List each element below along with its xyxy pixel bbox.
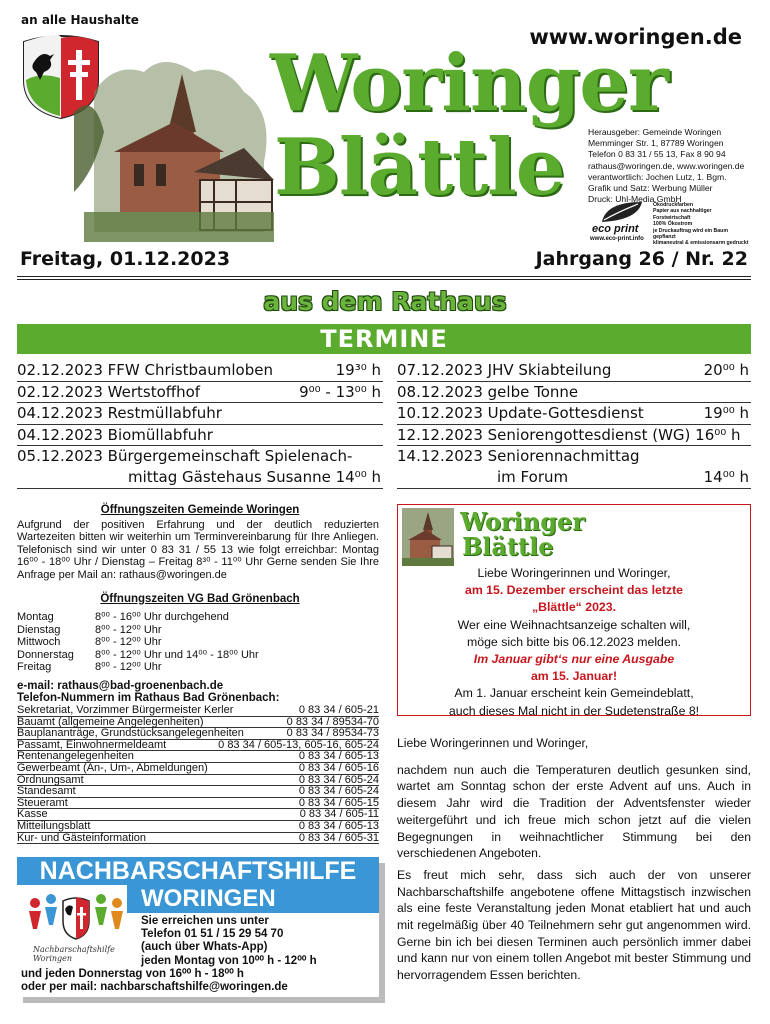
hours-day: Dienstag (17, 623, 61, 636)
phone-dept: Standesamt (17, 785, 76, 798)
contact-line: (auch über Whats-App) (141, 941, 268, 954)
eco-list (653, 202, 750, 247)
phone-number: 0 83 34 / 605-31 (298, 831, 379, 844)
publisher-line: Herausgeber: Gemeinde Woringen (588, 127, 722, 137)
neighborhood-help-contact-2 (21, 968, 288, 994)
eco-brand: eco print (592, 223, 639, 235)
hours-day: Montag (17, 611, 54, 623)
phone-dept: Gewerbeamt (An-, Um-, Abmeldungen) (17, 761, 208, 774)
hours-row (17, 636, 377, 649)
phone-number: 0 83 34 / 89534-73 (286, 727, 379, 740)
eco-item: klimaneutral & emissionsarm gedruckt (653, 240, 749, 247)
hours-time: 8⁰⁰ - 12⁰⁰ Uhr (95, 636, 162, 649)
phone-number: 0 83 34 / 605-13 (298, 750, 379, 763)
contact-email[interactable]: oder per mail: nachbarschaftshilfe@woringen.de (21, 981, 288, 994)
phone-number: 0 83 34 / 605-11 (299, 808, 379, 821)
publisher-line: Telefon 0 83 31 / 55 13, Fax 8 90 94 (588, 149, 726, 160)
leaf-icon (598, 200, 646, 224)
contact-line: Telefon 01 51 / 15 29 54 70 (141, 928, 284, 941)
notice-title-line-2: Blättle (462, 532, 554, 561)
eco-item: Ökodruckfarben (653, 202, 694, 208)
termine-text: 05.12.2023 Bürgergemeinschaft Spielenach- (17, 447, 353, 465)
termine-row (397, 382, 751, 404)
hours-time: 8⁰⁰ - 16⁰⁰ Uhr durchgehend (95, 611, 229, 623)
phone-row (17, 786, 379, 798)
publisher-line: Druck: Uhl-Media GmbH (588, 194, 682, 205)
notice-body (398, 565, 750, 720)
hours-row (17, 661, 377, 674)
termine-time: 19³⁰ h (335, 361, 381, 379)
termine-row (17, 403, 383, 425)
eco-item: je Druckauftrag wird ein Baum gepflanzt (653, 227, 728, 241)
termine-text: 02.12.2023 FFW Christbaumloben (17, 361, 273, 379)
contact-line: und jeden Donnerstag von 16⁰⁰ h - 18⁰⁰ h (21, 968, 244, 980)
notice-greeting: Liebe Woringerinnen und Woringer, (477, 566, 671, 580)
termine-time: 9⁰⁰ - 13⁰⁰ h (299, 382, 381, 401)
phone-number: 0 83 34 / 605-13, 605-16, 605-24 (218, 738, 379, 751)
notice-highlight: Im Januar gibt‘s nur eine Ausgabe (473, 652, 675, 667)
vg-email[interactable]: e-mail: rathaus@bad-groenenbach.de (17, 680, 224, 692)
termine-text: 14.12.2023 Seniorennachmittag (397, 447, 640, 465)
phone-dept: Ordnungsamt (17, 773, 84, 786)
termine-heading: TERMINE (17, 324, 751, 354)
hours-row (17, 649, 377, 662)
termine-row (397, 360, 751, 382)
website-link[interactable]: www.woringen.de (529, 25, 742, 49)
contact-line: Sie erreichen uns unter (141, 915, 269, 927)
notice-box (397, 504, 751, 716)
box-shadow (23, 997, 385, 1003)
opening-hours-heading: Öffnungszeiten Gemeinde Woringen (100, 504, 300, 516)
divider (17, 276, 751, 277)
phone-number: 0 83 34 / 605-24 (298, 785, 379, 798)
termine-row (397, 403, 751, 425)
phone-number: 0 83 34 / 605-16 (298, 761, 379, 774)
vg-hours-list (17, 611, 377, 674)
termine-row (17, 425, 383, 447)
termine-row (17, 360, 383, 382)
hours-time: 8⁰⁰ - 12⁰⁰ Uhr und 14⁰⁰ - 18⁰⁰ Uhr (95, 648, 259, 661)
neighborhood-help-contact (141, 915, 317, 968)
publisher-line: rathaus@woringen.de, www.woringen.de (588, 160, 745, 171)
termine-text-2: mittag Gästehaus Susanne 14⁰⁰ h (128, 468, 381, 486)
termine-text-2: im Forum (497, 468, 569, 486)
phone-dept: Rentenangelegenheiten (17, 750, 134, 763)
notice-highlight: am 15. Dezember erscheint das letzte (464, 583, 684, 598)
hours-row (17, 611, 377, 624)
box-shadow (379, 863, 385, 997)
termine-time: 19⁰⁰ h (703, 404, 749, 422)
logo-caption: Nachbarschaftshilfe Woringen (33, 945, 115, 963)
hours-time: 8⁰⁰ - 12⁰⁰ Uhr (95, 623, 162, 636)
termine-row (397, 425, 751, 447)
phone-list (17, 705, 379, 844)
termine-time: 20⁰⁰ h (703, 361, 749, 379)
church-photo (74, 52, 286, 254)
letter-paragraph: Es freut mich sehr, dass sich auch der von unserer Nachbarschaftshilfe angebotene offene Mittagstisch inzwischen als eine feste Veranstaltung jeden Monat etabliert hat und auch mit regelmäßig über 40 Teilnehmern sehr gut angenommen wird. Gerne bin ich bei diesen Terminen auch persönlich immer dabei und kann nur von einem tollen Angebot mit bester Stimmung und hervorragendem Essen berichten. (397, 867, 751, 983)
opening-hours-text: Aufgrund der positiven Erfahrung und der deutlich reduzierten Wartezeiten bitten wir weiterhin um Terminvereinbarung für Ihre Anliegen. Telefonisch sind wir unter 0 83 31 / 55 13 wie folgt erreichbar: Montag 16⁰⁰ - 18⁰⁰ Uhr / Dienstag – Freitag 8³⁰ - 11⁰⁰ Uhr Gerne senden Sie Ihre Anfrage per Mail an: rathaus@woringen.de (17, 519, 379, 581)
termine-text: 02.12.2023 Wertstoffhof (17, 382, 201, 401)
contact-line: jeden Montag von 10⁰⁰ h - 12⁰⁰ h (141, 954, 317, 967)
divider (17, 279, 751, 280)
termine-text: 10.12.2023 Update-Gottesdienst (397, 404, 644, 422)
notice-line: Wer eine Weihnachtsanzeige schalten will, (457, 617, 691, 632)
phone-dept: Mitteilungsblatt (17, 819, 91, 832)
notice-title (460, 509, 585, 559)
phone-dept: Bauamt (allgemeine Angelegenheiten) (17, 715, 204, 728)
notice-highlight: am 15. Januar! (530, 669, 618, 684)
termine-list-left (17, 360, 383, 489)
issue-number: Jahrgang 26 / Nr. 22 (535, 248, 748, 270)
hours-row (17, 624, 377, 637)
termine-row (17, 382, 383, 404)
phone-dept: Steueramt (17, 796, 68, 809)
termine-row (397, 446, 751, 489)
termine-row (17, 446, 383, 489)
termine-time: 14⁰⁰ h (703, 468, 749, 486)
eco-item: Papier aus nachhaltiger Forstwirtschaft (653, 208, 712, 221)
hours-day: Mittwoch (17, 636, 61, 649)
phone-dept: Kasse (17, 808, 48, 821)
publisher-info (588, 127, 744, 205)
phone-number: 0 83 34 / 605-15 (298, 796, 379, 809)
phone-dept: Passamt, Einwohnermeldeamt (17, 738, 167, 751)
contact-block (17, 680, 379, 704)
letter-greeting: Liebe Woringerinnen und Woringer, (397, 736, 589, 750)
termine-text: 12.12.2023 Seniorengottesdienst (WG) 16⁰⁰ h (397, 425, 741, 444)
notice-title-line-1: Woringer (460, 507, 585, 536)
phone-dept: Kur- und Gästeinformation (17, 831, 147, 844)
phone-number: 0 83 34 / 605-13 (298, 819, 379, 832)
termine-text: 04.12.2023 Restmüllabfuhr (17, 404, 222, 422)
eco-item: 100% Ökostrom (653, 221, 693, 228)
masthead-line-1: Woringer (270, 38, 668, 129)
termine-text: 04.12.2023 Biomüllabfuhr (17, 425, 213, 444)
notice-line: möge sich bitte bis 06.12.2023 melden. (467, 634, 681, 649)
publisher-line: verantwortlich: Jochen Lutz, 1. Bgm. (588, 171, 727, 182)
neighborhood-help-title: NACHBARSCHAFTSHILFE (17, 857, 379, 885)
phone-dept: Sekretariat, Vorzimmer Bürgermeister Kerler (17, 704, 234, 716)
vg-hours-heading: Öffnungszeiten VG Bad Grönenbach (100, 593, 300, 605)
masthead-line-2: Blättle (274, 122, 565, 213)
phone-dept: Bauplananträge, Grundstücksangelegenheiten (17, 727, 244, 740)
notice-line: Am 1. Januar erscheint kein Gemeindeblatt, (454, 686, 694, 701)
phone-number: 0 83 34 / 605-24 (298, 773, 379, 786)
letter-paragraph: nachdem nun auch die Temperaturen deutlich gesunken sind, wartet am Sonntag schon der erste Advent auf uns. Auch in diesem Jahr wird die Tradition der Adventsfenster wieder weitergeführt und ich freue mich schon jetzt auf die vielen Begegnungen in weihnachtlicher Stimmung bei den verschiedenen Angeboten. (397, 762, 751, 861)
publisher-line: Memminger Str. 1, 87789 Woringen (588, 138, 724, 149)
notice-line: auch dieses Mal nicht in der Sudetenstraße 8! (448, 703, 700, 718)
hours-day: Freitag (17, 661, 52, 674)
mayor-letter (397, 735, 751, 989)
church-thumbnail (402, 508, 454, 566)
termine-text: 08.12.2023 gelbe Tonne (397, 382, 579, 401)
phone-number: 0 83 34 / 89534-70 (286, 715, 379, 728)
eco-url: www.eco-print.info (590, 236, 644, 242)
phone-number: 0 83 34 / 605-21 (298, 704, 379, 716)
hours-day: Donnerstag (17, 648, 74, 661)
neighborhood-help-subtitle: WORINGEN (127, 885, 379, 913)
termine-text: 07.12.2023 JHV Skiabteilung (397, 361, 612, 379)
termine-list-right (397, 360, 751, 489)
neighborhood-help-box (17, 857, 379, 997)
phone-heading: Telefon-Nummern im Rathaus Bad Grönenbach: (17, 692, 280, 704)
issue-date: Freitag, 01.12.2023 (20, 248, 231, 270)
publisher-line: Grafik und Satz: Werbung Müller (588, 183, 713, 194)
section-title: aus dem Rathaus (263, 287, 507, 316)
eco-print-badge (590, 198, 750, 246)
phone-row (17, 833, 379, 845)
hours-time: 8⁰⁰ - 12⁰⁰ Uhr (95, 661, 162, 674)
distribution-label: an alle Haushalte (21, 13, 139, 27)
notice-highlight: „Blättle“ 2023. (531, 600, 617, 615)
